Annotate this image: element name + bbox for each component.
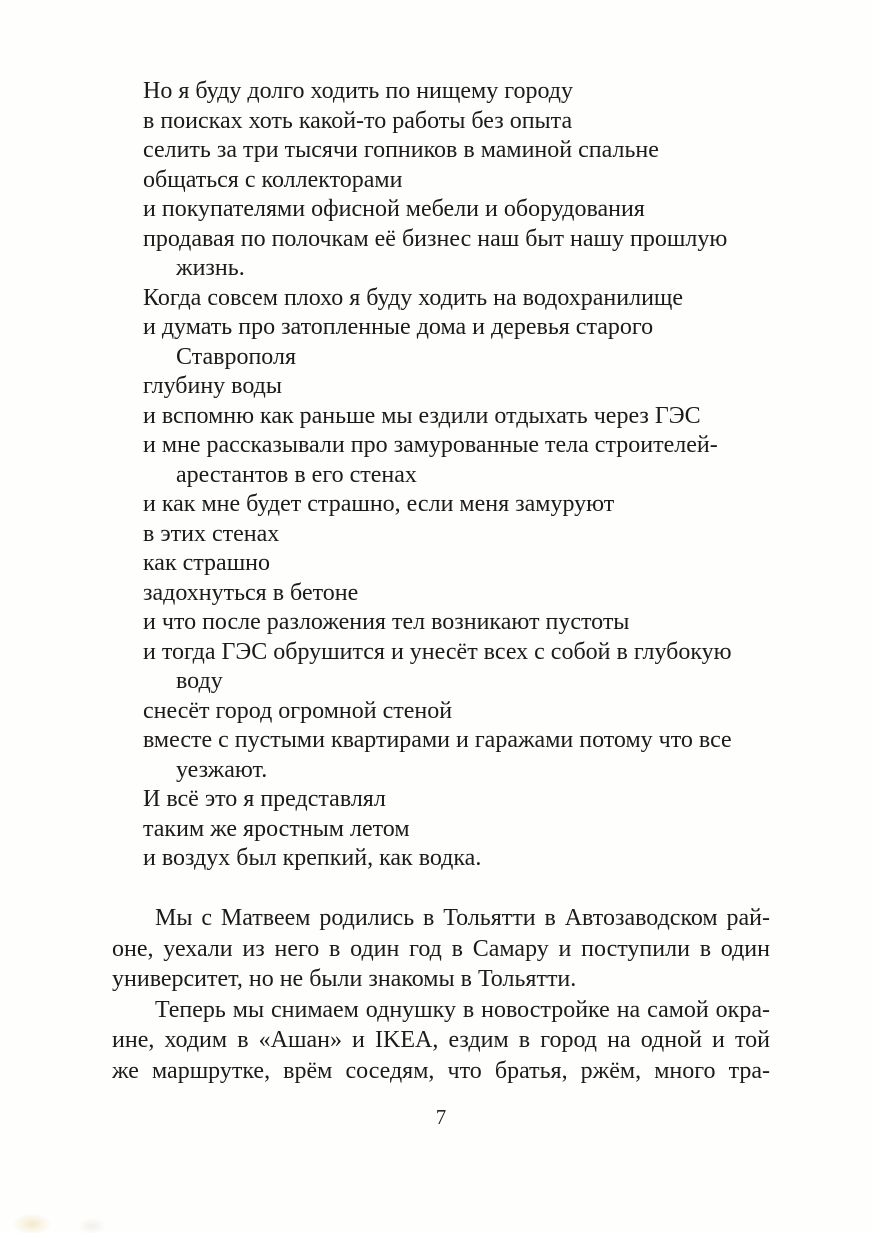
scan-smudge <box>2 1196 112 1233</box>
page-number: 7 <box>435 1105 447 1129</box>
prose-line: же маршрутке, врём соседям, что братья, ржём, много тра- <box>112 1057 770 1084</box>
poem-line: и как мне будет страшно, если меня замуруют <box>143 491 615 517</box>
poem-line: Когда совсем плохо я буду ходить на водохранилище <box>143 284 684 311</box>
poem-block <box>143 77 793 874</box>
poem-line: селить за три тысячи гопников в маминой спальне <box>143 137 659 163</box>
poem-line: И всё это я представлял <box>143 786 386 812</box>
poem-line: как страшно <box>143 550 271 576</box>
prose-paragraph <box>112 995 770 1087</box>
poem-line: в поисках хоть какой-то работы без опыта <box>143 107 573 134</box>
prose-line: ине, ходим в «Ашан» и IKEA, ездим в город на одной и той <box>112 1027 770 1053</box>
poem-line: общаться с коллекторами <box>143 166 403 193</box>
prose-line: Теперь мы снимаем однушку в новостройке на самой окра- <box>155 996 770 1023</box>
poem-line: арестантов в его стенах <box>176 461 417 488</box>
poem-line: жизнь. <box>176 255 245 281</box>
poem-line: в этих стенах <box>143 520 280 547</box>
poem-line: и тогда ГЭС обрушится и унесёт всех с собой в глубокую <box>143 638 732 665</box>
poem-line: и вспомню как раньше мы ездили отдыхать через ГЭС <box>143 402 701 429</box>
prose-line: университет, но не были знакомы в Тольятти. <box>112 966 577 992</box>
poem-line: задохнуться в бетоне <box>143 579 359 606</box>
poem-line: и думать про затопленные дома и деревья старого <box>143 314 654 340</box>
prose-line: Мы с Матвеем родились в Тольятти в Автозаводском рай- <box>155 905 770 931</box>
poem-line: глубину воды <box>143 373 282 399</box>
poem-line: продавая по полочкам её бизнес наш быт нашу прошлую <box>143 225 728 252</box>
prose-line: оне, уехали из него в один год в Самару и поступили в один <box>112 935 770 962</box>
prose-block <box>112 903 770 1086</box>
poem-line: вместе с пустыми квартирами и гаражами потому что все <box>143 727 732 753</box>
poem-line: и мне рассказывали про замурованные тела строителей- <box>143 432 718 458</box>
poem-line: Но я буду долго ходить по нищему городу <box>143 78 573 104</box>
poem-line: и что после разложения тел возникают пустоты <box>143 609 630 635</box>
poem-line: и воздух был крепкий, как водка. <box>143 845 482 871</box>
poem-line: Ставрополя <box>176 343 296 370</box>
prose-paragraph <box>112 903 770 995</box>
poem-line: таким же яростным летом <box>143 815 410 842</box>
poem-line: уезжают. <box>176 756 268 783</box>
poem-line: и покупателями офисной мебели и оборудования <box>143 196 645 222</box>
poem-line: снесёт город огромной стеной <box>143 697 453 724</box>
poem-line: воду <box>176 668 223 694</box>
